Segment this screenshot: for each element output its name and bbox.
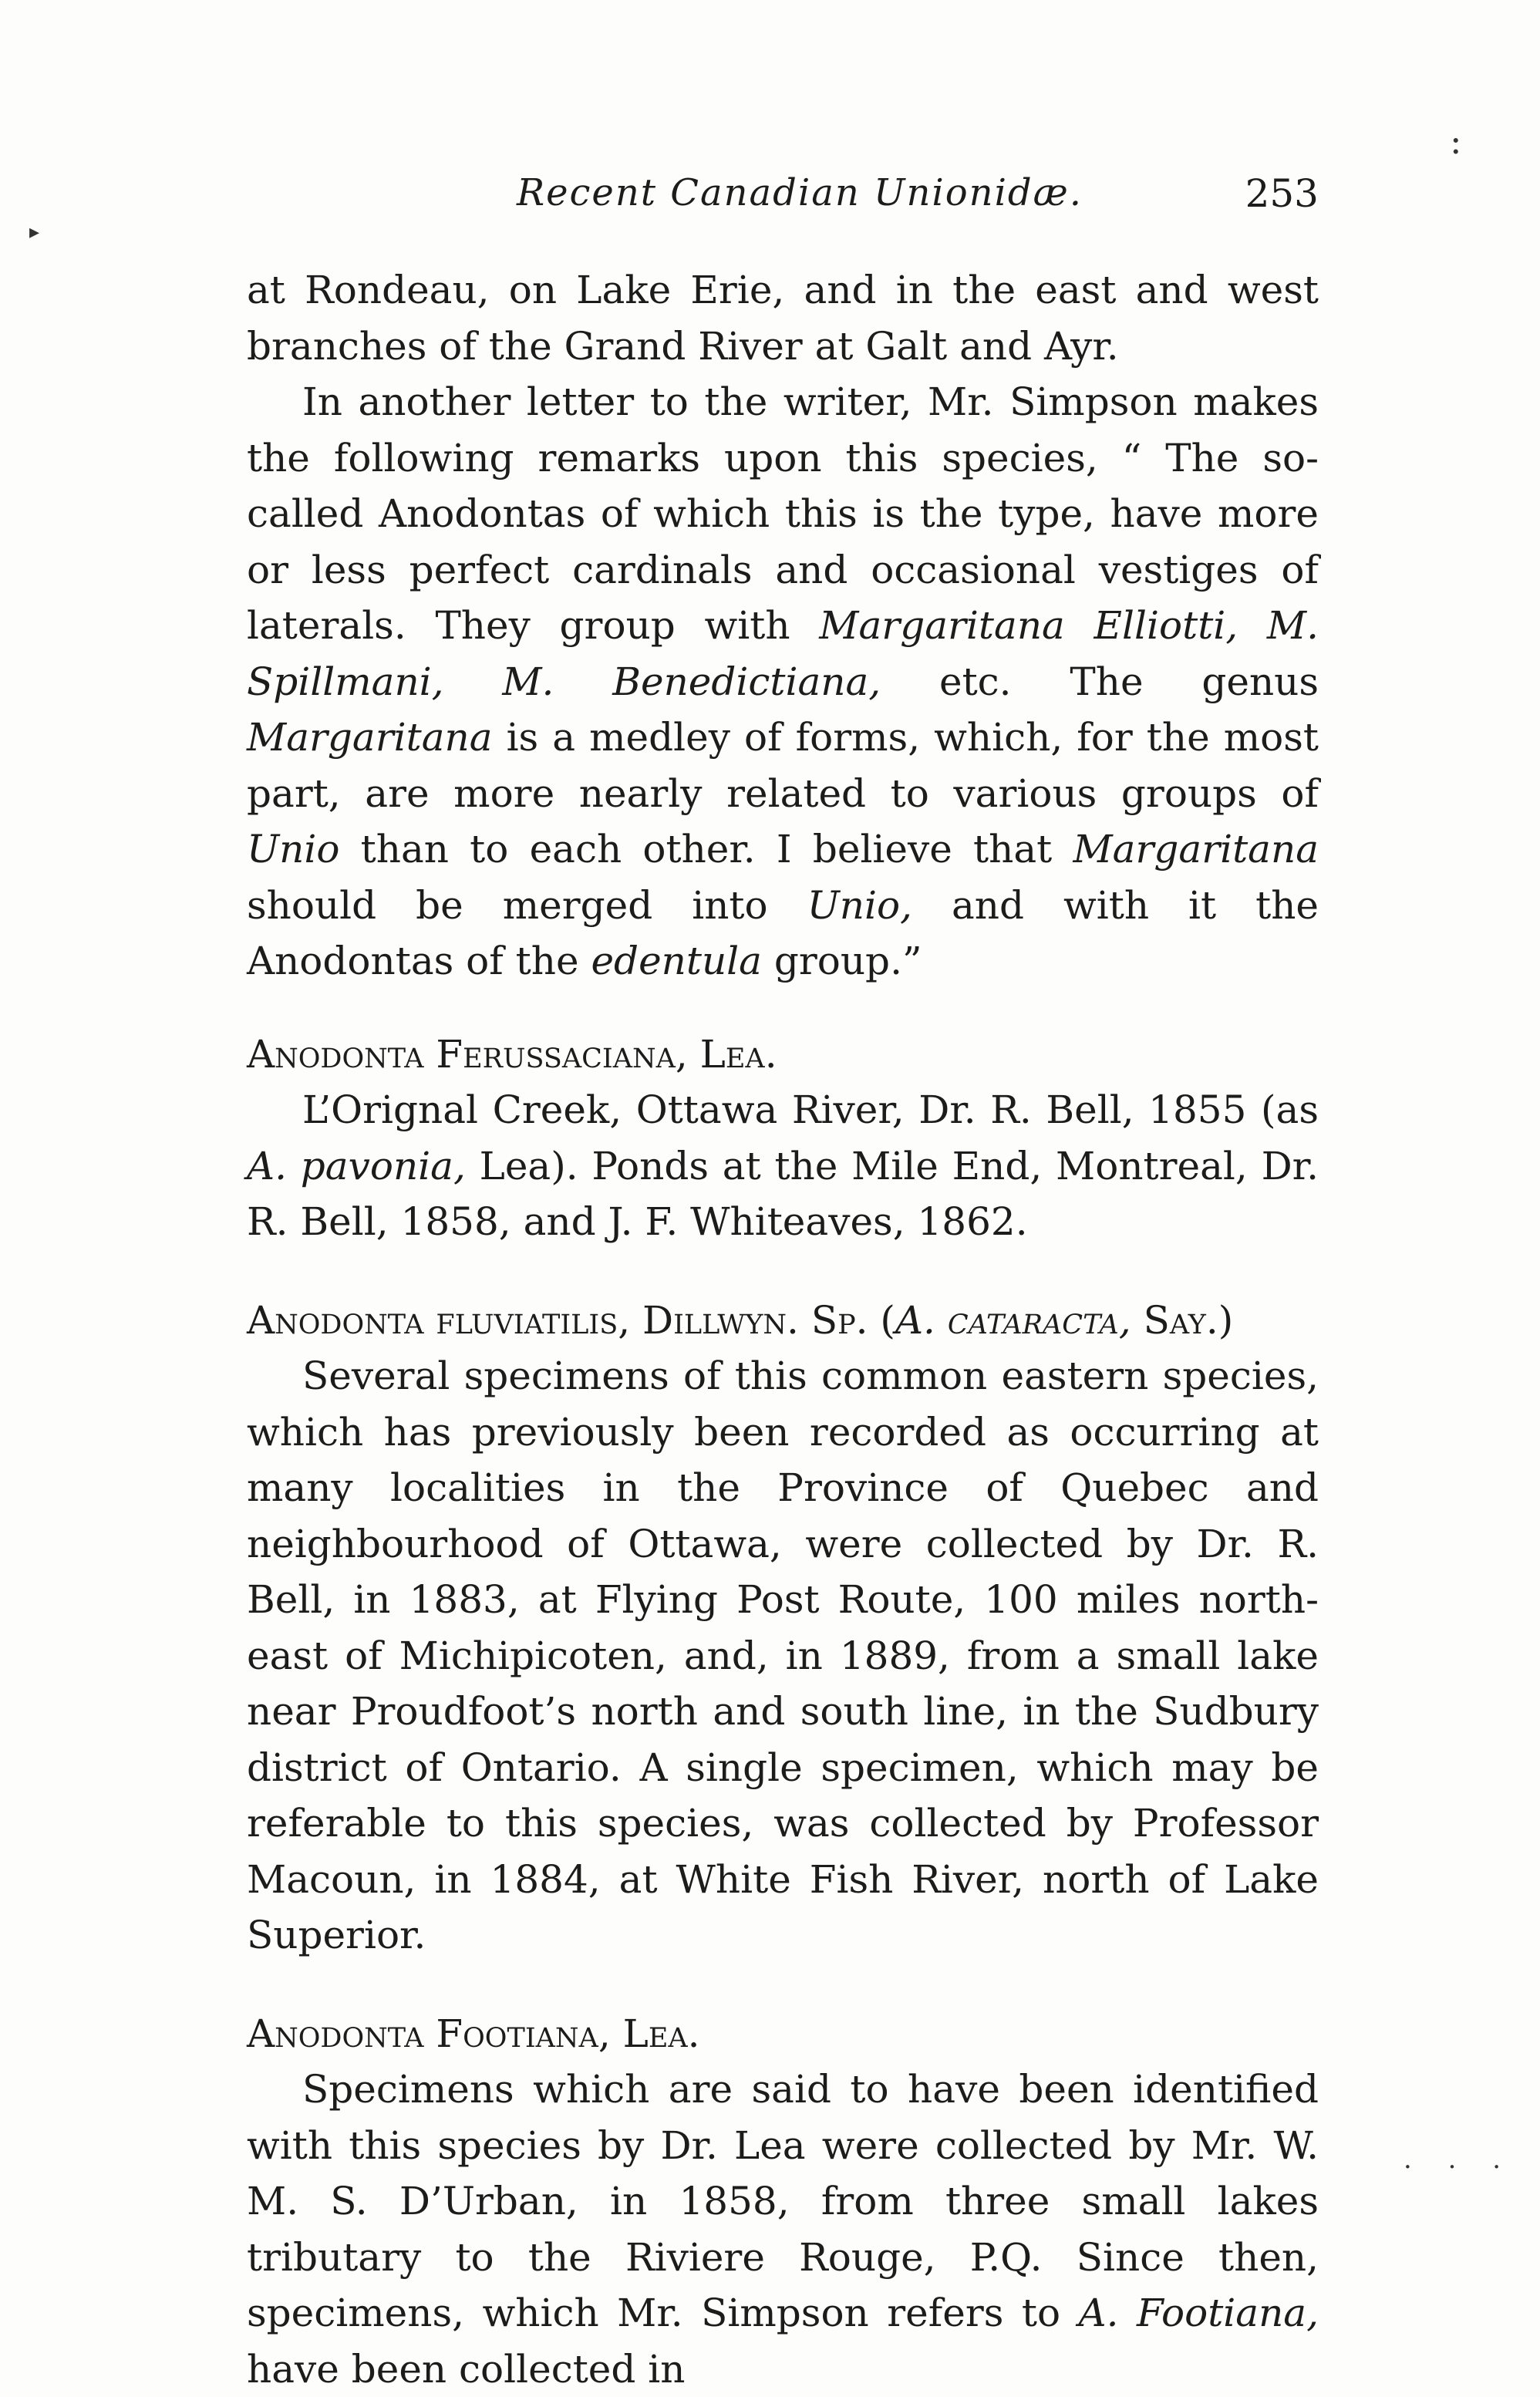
species-paragraph-fluviatilis: Several specimens of this common eastern species, which has previously been recorded as occurring at many localities in the Province of Quebec and neighbourhood of Ottawa, were collected by Dr. R. Bell, in 1883, at Flying Post Route, 100 miles north-east of Michipicoten, and, in 1889, from a small lake near Proudfoot’s north and south line, in the Sudbury district of Ontario. A single specimen, which may be referable to this species, was collected by Professor Macoun, in 1884, at White Fish River, north of Lake Superior.: [247, 1354, 1319, 1957]
heading-text: Say.): [1131, 1297, 1234, 1343]
paragraph-text: group.”: [761, 939, 922, 983]
species-paragraph-footiana: [247, 2062, 1319, 2397]
running-title: Recent Canadian Unionidæ.: [517, 171, 1083, 214]
paragraph-text: at Rondeau, on Lake Erie, and in the east and west branches of the Grand River at Galt and Ayr.: [247, 268, 1319, 369]
body-text: [247, 262, 1319, 2397]
species-heading-ferussaciana: Anodonta Ferussaciana, Lea.: [247, 1031, 777, 1077]
scientific-name: A. pavonia,: [247, 1143, 466, 1188]
paragraph-text: is a medley of forms, which, for the most part, are more nearly related to various groups of: [247, 715, 1319, 816]
margin-dots-mark: · · ·: [1404, 2152, 1515, 2183]
scientific-name: A. cataracta,: [895, 1297, 1131, 1343]
paragraph-text: L’Orignal Creek, Ottawa River, Dr. R. Bell, 1855 (as: [302, 1087, 1319, 1132]
paragraph-text: should be merged into: [247, 882, 807, 928]
simpson-quote-paragraph: [247, 374, 1319, 989]
page-number: 253: [1245, 171, 1319, 216]
paragraph-text: In another letter to the writer, Mr. Simpson makes the following remarks upon this species, “ The so-called Anodontas of which this is the type, have more or less perfect cardinals and occasional vestiges of laterals. They group with: [247, 379, 1319, 648]
paragraph-text: have been collected in: [247, 2346, 686, 2392]
scientific-name: A. Footiana,: [1078, 2291, 1319, 2335]
scientific-name: edentula: [591, 939, 762, 983]
scientific-name: Unio: [247, 827, 340, 871]
scientific-name: Margaritana: [247, 715, 493, 760]
paragraph-text: than to each other. I believe that: [339, 827, 1073, 871]
margin-colon-mark: :: [1450, 120, 1462, 162]
species-heading-fluviatilis: [247, 1293, 1319, 1349]
scientific-name: Margaritana Elliotti, M. Spillmani, M. Benedictiana,: [247, 603, 1319, 704]
paragraph-text: Specimens which are said to have been identified with this species by Dr. Lea were collected by Mr. W. M. S. D’Urban, in 1858, from three small lakes tributary to the Riviere Rouge, P.Q. Since then, specimens, which Mr. Simpson refers to: [247, 2067, 1319, 2335]
species-heading-footiana: Anodonta Footiana, Lea.: [247, 2011, 700, 2056]
heading-text: Anodonta fluviatilis, Dillwyn. Sp. (: [247, 1297, 895, 1343]
paragraph-text: and with it the Anodontas of the: [247, 882, 1319, 983]
continuation-paragraph: [247, 262, 1319, 374]
paragraph-text: Lea). Ponds at the Mile End, Montreal, Dr. R. Bell, 1858, and J. F. Whiteaves, 1862.: [247, 1143, 1319, 1244]
species-paragraph-ferussaciana: [247, 1082, 1319, 1250]
paragraph-text: etc. The genus: [881, 659, 1319, 704]
scientific-name: Unio,: [807, 882, 912, 928]
margin-arrow-mark: ▸: [29, 221, 40, 244]
page-header: [247, 171, 1319, 225]
scientific-name: Margaritana: [1073, 827, 1319, 871]
